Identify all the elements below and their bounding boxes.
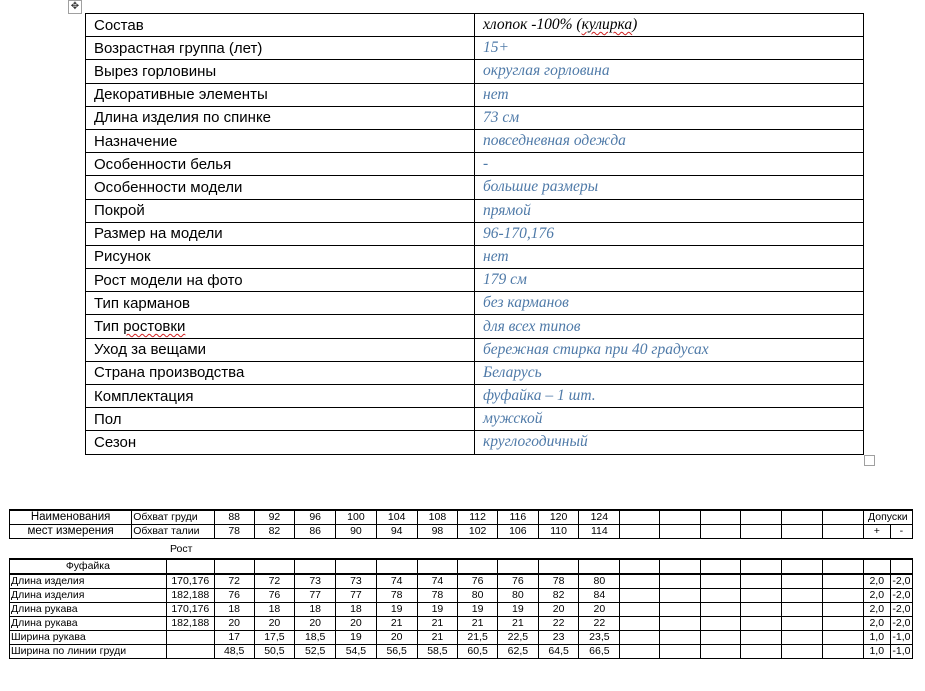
waist-size-cell: 110 [538,525,579,539]
property-name: Вырез горловины [86,60,475,83]
measure-value: 64,5 [538,645,579,659]
chest-size-cell: 112 [458,510,498,525]
property-value: хлопок -100% (кулирка) [475,14,864,37]
measure-height: 170,176 [166,603,214,617]
measure-value: 72 [214,574,254,589]
measure-value: 20 [376,631,417,645]
measure-value: 20 [336,617,377,631]
property-name: Рисунок [86,245,475,268]
empty-cell [782,603,823,617]
measure-value: 19 [417,603,458,617]
property-name: Назначение [86,129,475,152]
measure-value: 20 [538,603,579,617]
empty-cell [741,559,782,574]
measure-value: 17 [214,631,254,645]
measure-value: 80 [458,589,498,603]
chest-size-cell: 116 [497,510,538,525]
empty-cell [254,559,295,574]
measure-value: 84 [579,589,620,603]
measure-value: 76 [214,589,254,603]
measure-value: 18 [295,603,336,617]
measure-value: 78 [376,589,417,603]
empty-cell [659,617,700,631]
measure-value: 76 [254,589,295,603]
empty-cell [700,510,741,525]
measure-row [10,645,913,659]
property-row [86,37,864,60]
empty-cell [659,645,700,659]
empty-cell [741,617,782,631]
property-name: Возрастная группа (лет) [86,37,475,60]
measure-name: Длина изделия [10,574,167,589]
empty-cell [782,510,823,525]
empty-cell [822,510,863,525]
height-label: Рост [170,543,193,555]
empty-cell [295,559,336,574]
measure-value: 21,5 [458,631,498,645]
measure-value: 22 [538,617,579,631]
empty-cell [782,559,823,574]
property-name: Особенности белья [86,153,475,176]
empty-cell [822,631,863,645]
property-value: 96-170,176 [475,222,864,245]
property-row [86,315,864,338]
empty-cell [166,559,214,574]
empty-cell [620,603,660,617]
header-title-line2: мест измерения [10,525,132,539]
waist-size-cell: 90 [336,525,377,539]
measure-value: 54,5 [336,645,377,659]
measure-value: 62,5 [497,645,538,659]
empty-cell [822,574,863,589]
empty-cell [822,645,863,659]
measure-name: Длина изделия [10,589,167,603]
tolerance-plus-value: 2,0 [863,617,890,631]
waist-size-cell: 78 [214,525,254,539]
measure-value: 66,5 [579,645,620,659]
measure-value: 22,5 [497,631,538,645]
property-value: 15+ [475,37,864,60]
chest-size-cell: 88 [214,510,254,525]
empty-cell [890,559,912,574]
measure-height: 182,188 [166,589,214,603]
empty-cell [659,631,700,645]
empty-cell [741,603,782,617]
property-row [86,431,864,454]
product-properties-table [85,13,864,455]
waist-size-cell: 98 [417,525,458,539]
measure-value: 78 [538,574,579,589]
measure-value: 18 [214,603,254,617]
empty-cell [620,631,660,645]
tolerance-minus: - [890,525,912,539]
measure-value: 77 [336,589,377,603]
empty-cell [620,510,660,525]
empty-cell [741,510,782,525]
measure-value: 50,5 [254,645,295,659]
property-row [86,269,864,292]
property-name: Рост модели на фото [86,269,475,292]
tolerance-plus-value: 2,0 [863,603,890,617]
empty-cell [822,559,863,574]
tolerance-minus-value: -1,0 [890,631,912,645]
measure-value: 21 [417,631,458,645]
property-value: круглогодичный [475,431,864,454]
measure-row [10,617,913,631]
property-name: Комплектация [86,385,475,408]
property-row [86,106,864,129]
measure-value: 77 [295,589,336,603]
property-value: округлая горловина [475,60,864,83]
property-name: Тип карманов [86,292,475,315]
measure-value: 58,5 [417,645,458,659]
empty-cell [741,631,782,645]
spellcheck-mark: ростовки [123,318,186,336]
measurement-table [9,558,913,659]
empty-cell [700,559,741,574]
measure-value: 19 [336,631,377,645]
measure-height: 182,188 [166,617,214,631]
empty-cell [700,645,741,659]
measure-name: Ширина по линии груди [10,645,167,659]
spellcheck-mark: кулирка [581,16,633,34]
measure-value: 80 [579,574,620,589]
empty-cell [700,617,741,631]
empty-cell [700,603,741,617]
property-row [86,153,864,176]
property-row [86,83,864,106]
empty-cell [214,559,254,574]
property-row [86,14,864,37]
property-row [86,199,864,222]
chest-size-cell: 120 [538,510,579,525]
waist-size-cell: 94 [376,525,417,539]
empty-cell [659,574,700,589]
measure-value: 52,5 [295,645,336,659]
measure-value: 72 [254,574,295,589]
empty-cell [782,631,823,645]
empty-cell [620,574,660,589]
chest-label: Обхват груди [132,510,215,525]
tolerance-label: Допуски [863,510,912,525]
property-name: Длина изделия по спинке [86,106,475,129]
measure-value: 20 [579,603,620,617]
empty-cell [741,574,782,589]
empty-cell [659,603,700,617]
property-value: Беларусь [475,361,864,384]
property-row [86,408,864,431]
empty-cell [741,645,782,659]
empty-cell [741,525,782,539]
tolerance-minus-value: -2,0 [890,574,912,589]
property-name: Пол [86,408,475,431]
measure-name: Длина рукава [10,603,167,617]
empty-cell [782,525,823,539]
empty-cell [822,589,863,603]
property-value: 73 см [475,106,864,129]
measure-value: 21 [458,617,498,631]
chest-size-cell: 108 [417,510,458,525]
property-name: Особенности модели [86,176,475,199]
property-name: Покрой [86,199,475,222]
measure-height [166,645,214,659]
empty-cell [458,559,498,574]
measure-name: Ширина рукава [10,631,167,645]
measure-value: 18 [254,603,295,617]
table-resize-handle[interactable] [864,455,875,466]
empty-cell [659,589,700,603]
empty-cell [822,525,863,539]
empty-cell [620,559,660,574]
measure-value: 20 [214,617,254,631]
table-move-handle-icon[interactable]: ✥ [68,0,82,14]
measure-value: 21 [376,617,417,631]
empty-cell [579,559,620,574]
empty-cell [659,525,700,539]
measure-value: 19 [376,603,417,617]
measure-value: 19 [497,603,538,617]
measure-value: 73 [336,574,377,589]
empty-cell [376,559,417,574]
measure-value: 56,5 [376,645,417,659]
property-row [86,292,864,315]
tolerance-plus: + [863,525,890,539]
empty-cell [741,589,782,603]
measure-value: 21 [497,617,538,631]
empty-cell [782,589,823,603]
measure-value: 74 [417,574,458,589]
tolerance-plus-value: 2,0 [863,589,890,603]
empty-cell [538,559,579,574]
empty-cell [700,589,741,603]
header-title-line1: Наименования [10,510,132,525]
measure-value: 17,5 [254,631,295,645]
tolerance-minus-value: -2,0 [890,589,912,603]
property-name: Тип ростовки [86,315,475,338]
property-name: Сезон [86,431,475,454]
measure-value: 76 [458,574,498,589]
tolerance-minus-value: -1,0 [890,645,912,659]
empty-cell [417,559,458,574]
property-row [86,222,864,245]
empty-cell [822,617,863,631]
property-row [86,176,864,199]
property-row [86,361,864,384]
measure-value: 23 [538,631,579,645]
measure-value: 19 [458,603,498,617]
measure-value: 18 [336,603,377,617]
measure-value: 82 [538,589,579,603]
empty-cell [659,510,700,525]
property-value: фуфайка – 1 шт. [475,385,864,408]
property-row [86,129,864,152]
measure-row [10,603,913,617]
chest-size-cell: 100 [336,510,377,525]
measure-value: 18,5 [295,631,336,645]
property-row [86,385,864,408]
measure-value: 22 [579,617,620,631]
empty-cell [620,589,660,603]
tolerance-plus-value: 2,0 [863,574,890,589]
empty-cell [700,574,741,589]
measure-value: 73 [295,574,336,589]
measure-row [10,589,913,603]
property-value: нет [475,245,864,268]
property-value: большие размеры [475,176,864,199]
tolerance-minus-value: -2,0 [890,603,912,617]
property-name: Декоративные элементы [86,83,475,106]
empty-cell [782,617,823,631]
empty-cell [863,559,890,574]
measure-value: 20 [295,617,336,631]
property-name: Состав [86,14,475,37]
measure-row [10,574,913,589]
measure-value: 74 [376,574,417,589]
measure-name: Длина рукава [10,617,167,631]
waist-label: Обхват талии [132,525,215,539]
property-row [86,60,864,83]
property-value: мужской [475,408,864,431]
empty-cell [822,603,863,617]
property-value: повседневная одежда [475,129,864,152]
property-value: бережная стирка при 40 градусах [475,338,864,361]
waist-size-cell: 82 [254,525,295,539]
measure-value: 60,5 [458,645,498,659]
property-value: - [475,153,864,176]
empty-cell [497,559,538,574]
waist-size-cell: 86 [295,525,336,539]
measure-value: 78 [417,589,458,603]
tolerance-plus-value: 1,0 [863,631,890,645]
empty-cell [620,525,660,539]
measure-row [10,631,913,645]
empty-cell [620,617,660,631]
empty-cell [659,559,700,574]
measure-value: 21 [417,617,458,631]
property-value: прямой [475,199,864,222]
waist-size-cell: 114 [579,525,620,539]
product-label: Фуфайка [10,559,167,574]
property-name: Страна производства [86,361,475,384]
measure-height [166,631,214,645]
size-header-table [9,509,913,539]
measure-height: 170,176 [166,574,214,589]
property-name: Уход за вещами [86,338,475,361]
empty-cell [336,559,377,574]
empty-cell [782,574,823,589]
waist-size-cell: 102 [458,525,498,539]
measure-value: 80 [497,589,538,603]
measure-value: 20 [254,617,295,631]
chest-size-cell: 96 [295,510,336,525]
measure-value: 76 [497,574,538,589]
property-name: Размер на модели [86,222,475,245]
measure-value: 48,5 [214,645,254,659]
property-value: для всех типов [475,315,864,338]
tolerance-minus-value: -2,0 [890,617,912,631]
property-row [86,338,864,361]
waist-size-cell: 106 [497,525,538,539]
chest-size-cell: 104 [376,510,417,525]
property-row [86,245,864,268]
property-value: 179 см [475,269,864,292]
empty-cell [700,631,741,645]
empty-cell [782,645,823,659]
property-value: нет [475,83,864,106]
chest-size-cell: 92 [254,510,295,525]
property-value: без карманов [475,292,864,315]
tolerance-plus-value: 1,0 [863,645,890,659]
chest-size-cell: 124 [579,510,620,525]
empty-cell [620,645,660,659]
measure-value: 23,5 [579,631,620,645]
empty-cell [700,525,741,539]
